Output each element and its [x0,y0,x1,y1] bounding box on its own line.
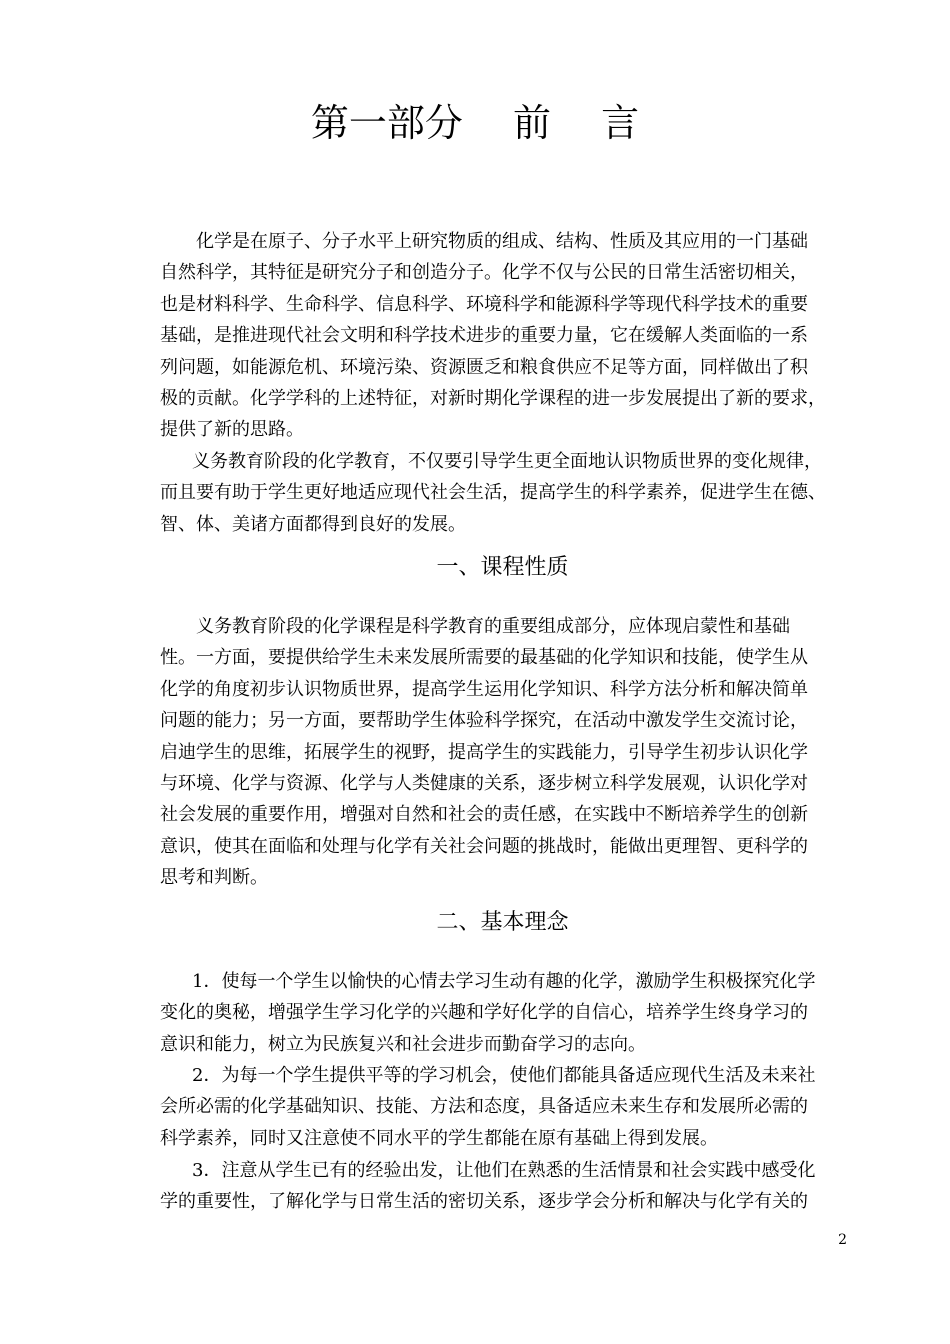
concept-item-2 [160,1060,850,1154]
text-line: 意识和能力，树立为民族复兴和社会进步而勤奋学习的志向。 [160,1033,646,1055]
text-line: 基础，是推进现代社会文明和科学技术进步的重要力量，它在缓解人类面临的一系 [160,325,808,347]
text-line: 而且要有助于学生更好地适应现代社会生活，提高学生的科学素养，促进学生在德、 [160,482,826,504]
text-line: 学的重要性，了解化学与日常生活的密切关系，逐步学会分析和解决与化学有关的 [160,1191,808,1213]
text-line: 会所必需的化学基础知识、技能、方法和态度，具备适应未来生存和发展所必需的 [160,1096,808,1118]
text-line: 与环境、化学与资源、化学与人类健康的关系，逐步树立科学发展观，认识化学对 [160,772,808,794]
intro-paragraph-2 [160,446,850,540]
text-line: 列问题，如能源危机、环境污染、资源匮乏和粮食供应不足等方面，同样做出了积 [160,356,808,378]
page-title: 第一部分 前 言 [310,101,640,145]
text-line: 1．使每一个学生以愉快的心情去学习生动有趣的化学，激励学生积极探究化学 [192,971,816,992]
section1-paragraph [160,611,850,894]
text-line: 提供了新的思路。 [160,419,304,441]
text-line: 自然科学，其特征是研究分子和创造分子。化学不仅与公民的日常生活密切相关， [160,262,808,284]
text-line: 也是材料科学、生命科学、信息科学、环境科学和能源科学等现代科学技术的重要 [160,293,808,315]
intro-paragraph-1 [160,226,850,446]
concept-item-3 [160,1155,850,1218]
text-line: 思考和判断。 [160,867,268,889]
text-line: 变化的奥秘，增强学生学习化学的兴趣和学好化学的自信心，培养学生终身学习的 [160,1002,808,1024]
section-heading-basic-concepts: 二、基本理念 [436,910,569,935]
text-line: 化学的角度初步认识物质世界，提高学生运用化学知识、科学方法分析和解决简单 [160,678,808,700]
text-line: 3．注意从学生已有的经验出发，让他们在熟悉的生活情景和社会实践中感受化 [192,1160,816,1181]
text-line: 化学是在原子、分子水平上研究物质的组成、结构、性质及其应用的一门基础 [196,231,808,252]
text-line: 2．为每一个学生提供平等的学习机会，使他们都能具备适应现代生活及未来社 [192,1065,816,1086]
text-line: 意识，使其在面临和处理与化学有关社会问题的挑战时，能做出更理智、更科学的 [160,835,808,857]
section-heading-course-nature: 一、课程性质 [436,555,569,580]
concept-item-1 [160,966,850,1060]
text-line: 义务教育阶段的化学课程是科学教育的重要组成部分，应体现启蒙性和基础 [196,616,790,637]
text-line: 问题的能力；另一方面，要帮助学生体验科学探究，在活动中激发学生交流讨论， [160,710,808,732]
page-number: 2 [838,1232,847,1248]
text-line: 极的贡献。化学学科的上述特征，对新时期化学课程的进一步发展提出了新的要求， [160,387,826,409]
text-line: 性。一方面，要提供给学生未来发展所需要的最基础的化学知识和技能，使学生从 [160,647,808,669]
text-line: 社会发展的重要作用，增强对自然和社会的责任感，在实践中不断培养学生的创新 [160,804,808,826]
text-line: 科学素养，同时又注意使不同水平的学生都能在原有基础上得到发展。 [160,1127,718,1149]
text-line: 启迪学生的思维，拓展学生的视野，提高学生的实践能力，引导学生初步认识化学 [160,741,808,763]
text-line: 义务教育阶段的化学教育，不仅要引导学生更全面地认识物质世界的变化规律， [192,451,822,472]
text-line: 智、体、美诸方面都得到良好的发展。 [160,513,466,535]
